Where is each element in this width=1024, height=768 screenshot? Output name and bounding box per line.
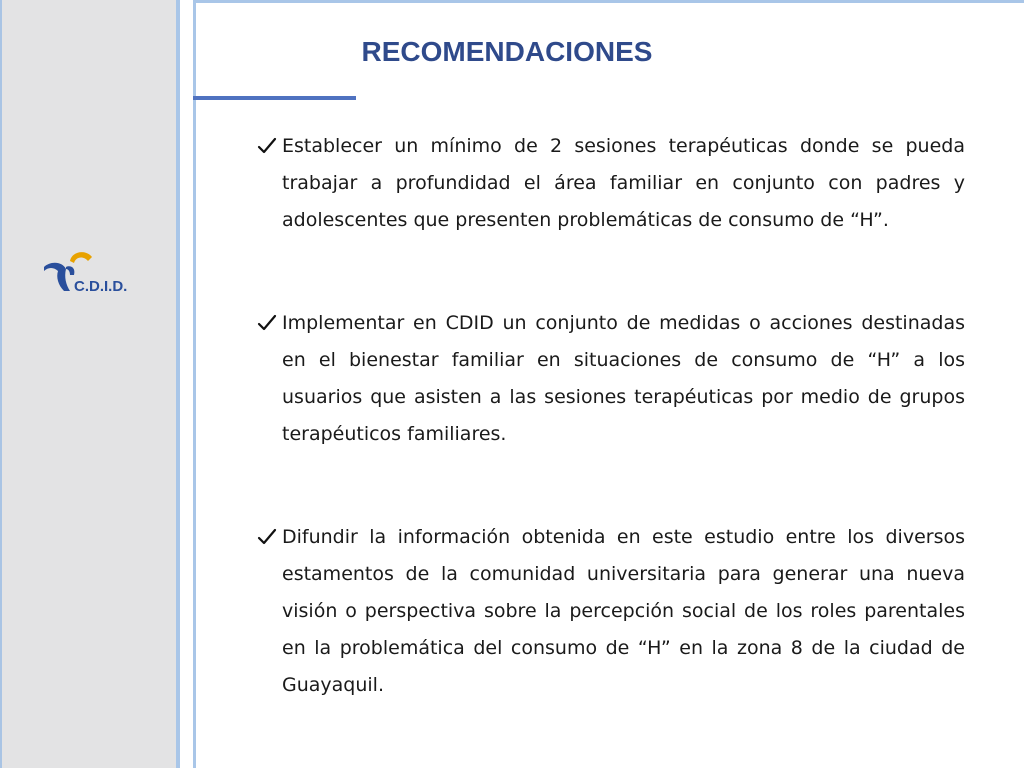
sidebar-divider	[176, 0, 180, 768]
list-item	[257, 519, 965, 704]
checkmark-icon	[257, 136, 277, 156]
checkmark-icon	[257, 313, 277, 333]
cdid-logo-icon	[40, 247, 140, 299]
recommendations-list	[257, 128, 965, 704]
list-item-text: Implementar en CDID un conjunto de medidas o acciones destinadas en el bienestar familiar en situaciones de consumo de “H” a los usuarios que asisten a las sesiones terapéuticas por medio de grupos terapéuticos familiares.	[282, 312, 965, 445]
list-item	[257, 128, 965, 239]
list-item-text: Difundir la información obtenida en este estudio entre los diversos estamentos de la comunidad universitaria para generar una nueva visión o perspectiva sobre la percepción social de los roles parentales en la problemática del consumo de “H” en la zona 8 de la ciudad de Guayaquil.	[282, 526, 965, 696]
title-underline	[193, 96, 356, 100]
cdid-logo	[40, 247, 140, 299]
list-item	[257, 305, 965, 453]
sidebar-panel	[0, 0, 176, 768]
logo-text: C.D.I.D.	[74, 278, 128, 295]
list-item-text: Establecer un mínimo de 2 sesiones terapéuticas donde se pueda trabajar a profundidad el área familiar en conjunto con padres y adolescentes que presenten problemáticas de consumo de “H”.	[282, 135, 965, 231]
page-title: RECOMENDACIONES	[361, 36, 653, 67]
checkmark-icon	[257, 527, 277, 547]
